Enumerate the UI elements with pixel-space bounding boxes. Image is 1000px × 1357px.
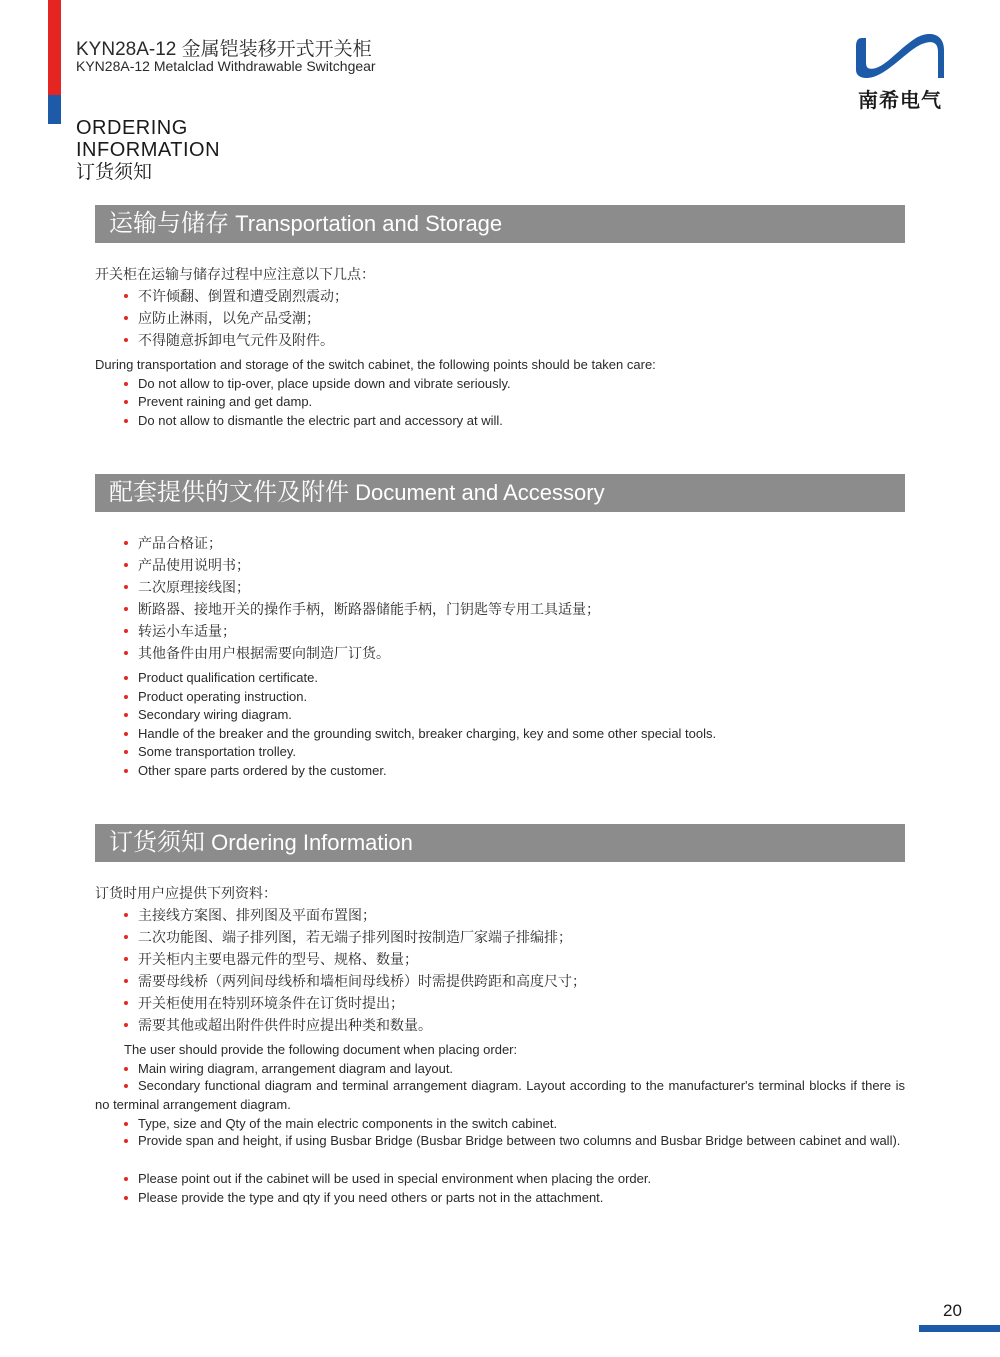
bullet-dot bbox=[124, 935, 128, 939]
bullet-dot bbox=[124, 732, 128, 736]
bullet-dot bbox=[124, 750, 128, 754]
page-number: 20 bbox=[943, 1301, 962, 1320]
bullet-dot bbox=[124, 541, 128, 545]
bullet-dot bbox=[124, 1122, 128, 1126]
transport-intro-en: During transportation and storage of the switch cabinet, the following points should be taken care: bbox=[95, 357, 656, 372]
bullet-dot bbox=[124, 1084, 128, 1088]
ordering-heading-line2: INFORMATION bbox=[76, 139, 221, 161]
ordering-heading-en bbox=[76, 117, 220, 161]
bullet-dot bbox=[124, 1196, 128, 1200]
footer-accent-bar bbox=[919, 1325, 1000, 1332]
ordering-heading-cn: 订货须知 bbox=[76, 162, 153, 183]
bullet-dot bbox=[124, 1177, 128, 1181]
bullet-dot bbox=[124, 1023, 128, 1027]
section-band-transport bbox=[95, 205, 905, 243]
section-title-cn: 订货须知 bbox=[109, 829, 205, 856]
ordering-intro-cn: 订货时用户应提供下列资料： bbox=[95, 885, 277, 901]
accent-bar-red bbox=[48, 0, 61, 95]
section-title-en: Document and Accessory bbox=[355, 480, 605, 505]
accent-bar-blue bbox=[48, 95, 61, 124]
bullet-dot bbox=[124, 1067, 128, 1071]
bullet-dot bbox=[124, 1001, 128, 1005]
bullet-dot bbox=[124, 769, 128, 773]
bullet-dot bbox=[124, 607, 128, 611]
bullet-dot bbox=[124, 316, 128, 320]
section-title-en: Ordering Information bbox=[211, 830, 413, 855]
bullet-dot bbox=[124, 676, 128, 680]
logo-text: 南希电气 bbox=[858, 88, 942, 112]
bullet-dot bbox=[124, 651, 128, 655]
section-title-en: Transportation and Storage bbox=[235, 211, 503, 236]
section-band-ordering bbox=[95, 824, 905, 862]
ordering-intro-en: The user should provide the following document when placing order: bbox=[124, 1042, 518, 1057]
list-item-wrapped: Provide span and height, if using Busbar Bridge (Busbar Bridge between two columns and Busbar Bridge between cabinet and wall). bbox=[95, 1132, 905, 1151]
bullet-dot bbox=[124, 957, 128, 961]
bullet-dot bbox=[124, 563, 128, 567]
bullet-dot bbox=[124, 294, 128, 298]
bullet-dot bbox=[124, 1139, 128, 1143]
bullet-dot bbox=[124, 629, 128, 633]
bullet-dot bbox=[124, 695, 128, 699]
company-logo bbox=[852, 30, 948, 110]
section-title-cn: 运输与储存 bbox=[109, 210, 229, 237]
transport-intro-cn: 开关柜在运输与储存过程中应注意以下几点： bbox=[95, 266, 375, 282]
bullet-dot bbox=[124, 382, 128, 386]
ordering-heading-line1: ORDERING bbox=[76, 117, 188, 139]
header-title-cn: KYN28A-12 金属铠装移开式开关柜 bbox=[76, 39, 372, 60]
bullet-dot bbox=[124, 585, 128, 589]
list-item-wrapped: Secondary functional diagram and terminal arrangement diagram. Layout according to the manufacturer's terminal blocks if there is no terminal arrangement diagram. bbox=[95, 1078, 905, 1112]
section-title-cn: 配套提供的文件及附件 bbox=[109, 479, 349, 506]
header-title-en: KYN28A-12 Metalclad Withdrawable Switchgear bbox=[76, 58, 376, 74]
section-band-document bbox=[95, 474, 905, 512]
logo-mark-icon bbox=[852, 30, 948, 82]
bullet-dot bbox=[124, 913, 128, 917]
bullet-dot bbox=[124, 338, 128, 342]
bullet-dot bbox=[124, 400, 128, 404]
bullet-dot bbox=[124, 713, 128, 717]
bullet-dot bbox=[124, 419, 128, 423]
bullet-dot bbox=[124, 979, 128, 983]
